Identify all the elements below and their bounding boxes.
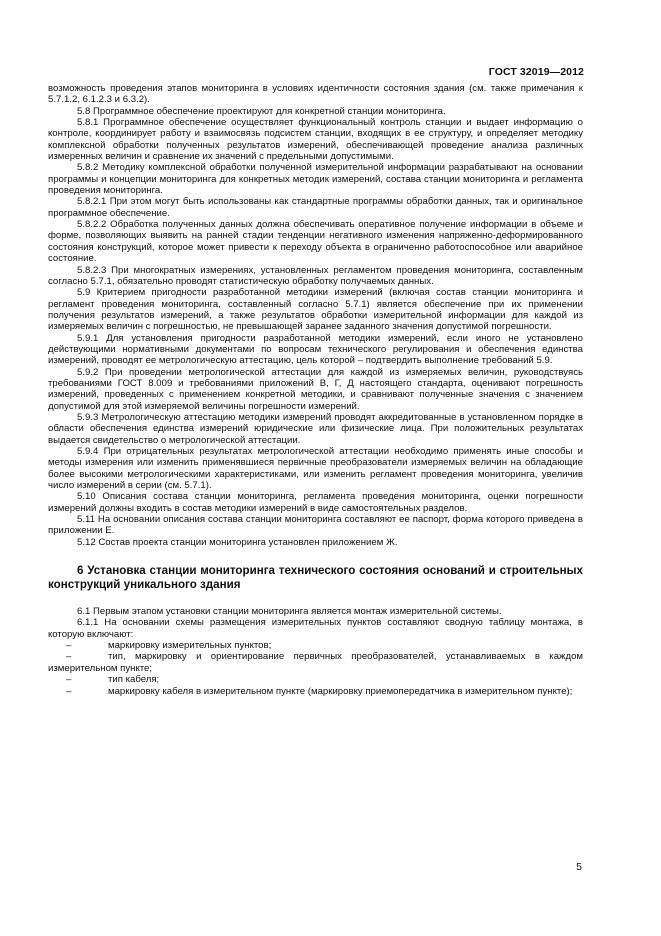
paragraph-6-1-1: 6.1.1 На основании схемы размещения измерительных пунктов составляют сводную таблицу монтажа, в которую включают: [48, 617, 583, 640]
paragraph-5-9: 5.9 Критерием пригодности разработанной методики измерений (включая состав станции мониторинга и регламент проведения мониторинга, составленный согласно 5.7.1) является обеспечение при их применении получения результатов измерений, а также результатов обработки измерительной информации для каждой из измеряемых величин с погрешностью, не превышающей заранее заданного значения допустимой погрешности. [48, 287, 583, 333]
list-item [48, 686, 583, 697]
list-dash: – [66, 674, 72, 686]
list-item [48, 651, 583, 674]
paragraph-5-8-2-3: 5.8.2.3 При многократных измерениях, установленных регламентом проведения мониторинга, составленным согласно 5.7.1, обязательно проводят статистическую обработку получаемых данных. [48, 264, 583, 287]
paragraph-5-8-2-2: 5.8.2.2 Обработка полученных данных должна обеспечивать оперативное получение информации в объеме и форме, позволяющих выявить на ранней стадии тенденции негативного изменения напряженно-деформированного состояния конструкций, которое может привести к переходу объекта в ограниченно работоспособное или аварийное состояние. [48, 219, 583, 265]
paragraph-5-9-3: 5.9.3 Метрологическую аттестацию методики измерений проводят аккредитованные в установленном порядке в области обеспечения единства измерений юридические или физические лица. При положительных результатах выдается свидетельство о метрологической аттестации. [48, 411, 583, 446]
list-item-text: маркировку измерительных пунктов; [108, 640, 272, 652]
paragraph-5-8-2-1: 5.8.2.1 При этом могут быть использованы как стандартные программы обработки данных, так и оригинальное программное обеспечение. [48, 196, 583, 219]
paragraph-5-8-2: 5.8.2 Методику комплексной обработки полученной измерительной информации разрабатывают на основании программы и концепции мониторинга для конкретных методик измерений, состава станции мониторинга и регламента проведения мониторинга. [48, 162, 583, 197]
paragraph-5-10: 5.10 Описания состава станции мониторинга, регламента проведения мониторинга, оценки погрешности измерений должны входить в состав методики измерений в виде самостоятельных разделов. [48, 491, 583, 514]
paragraph-continuation: возможность проведения этапов мониторинга в условиях идентичности состояния здания (см. также примечания к 5.7.1.2, 6.1.2.3 и 6.3.2). [48, 83, 583, 106]
page-number: 5 [576, 861, 582, 873]
list-item [48, 640, 583, 651]
paragraph-6-1: 6.1 Первым этапом установки станции мониторинга является монтаж измерительной системы. [77, 606, 502, 618]
section-6-heading: 6 Установка станции мониторинга технического состояния оснований и строительных конструкций уникального здания [48, 564, 583, 592]
list-dash: – [66, 651, 72, 663]
list-item-text: тип кабеля; [108, 674, 160, 686]
paragraph-5-12: 5.12 Состав проекта станции мониторинга установлен приложением Ж. [77, 536, 398, 548]
document-standard-id: ГОСТ 32019—2012 [488, 66, 584, 78]
paragraph-5-11: 5.11 На основании описания состава станции мониторинга составляют ее паспорт, форма которого приведена в приложении Е. [48, 514, 583, 537]
document-body [48, 83, 583, 697]
list-dash: – [66, 640, 72, 652]
paragraph-5-9-2: 5.9.2 При проведении метрологической аттестации для каждой из измеряемых величин, руководствуясь требованиями ГОСТ 8.009 и требованиями приложений В, Г, Д настоящего стандарта, оценивают погрешность измерений, проведенных с применением конкретной методики, и сравнивают полученные значения с значением допустимой для этой измеряемой величины погрешности измерений. [48, 366, 583, 412]
paragraph-5-8: 5.8 Программное обеспечение проектируют для конкретной станции мониторинга. [77, 105, 446, 117]
mounting-table-items-list [48, 640, 583, 697]
list-item-text: тип, маркировку и ориентирование первичных преобразователей, устанавливаемых в каждом измерительном пункте; [48, 651, 583, 674]
list-item-text: маркировку кабеля в измерительном пункте (маркировку приемопередатчика в измерительном пункте); [108, 685, 573, 697]
paragraph-5-9-4: 5.9.4 При отрицательных результатах метрологической аттестации необходимо применять иные способы и методы измерения или изменить применявшиеся первичные преобразователи измеряемых величин на обладающие более высокими метрологическими характеристиками, или изменить регламент проведения мониторинга, увеличив число измерений в серии (см. 5.7.1). [48, 446, 583, 492]
list-dash: – [66, 685, 72, 697]
paragraph-5-8-1: 5.8.1 Программное обеспечение осуществляет функциональный контроль станции и выдает информацию о контроле, координирует работу и взаимосвязь подсистем станции, входящих в ее структуру, и определяет методику комплексной обработки полученных результатов измерений, обеспечивающей проведение анализа различных измеренных величин и сравнение их значений с предельными допустимыми. [48, 117, 583, 163]
paragraph-5-9-1: 5.9.1 Для установления пригодности разработанной методики измерений, если иного не установлено действующими нормативными документами по вопросам технического регулирования и обеспечения единства измерений, проводят ее метрологическую аттестацию, цель которой – подтвердить выполнение требований 5.9. [48, 332, 583, 367]
list-item [48, 674, 583, 685]
